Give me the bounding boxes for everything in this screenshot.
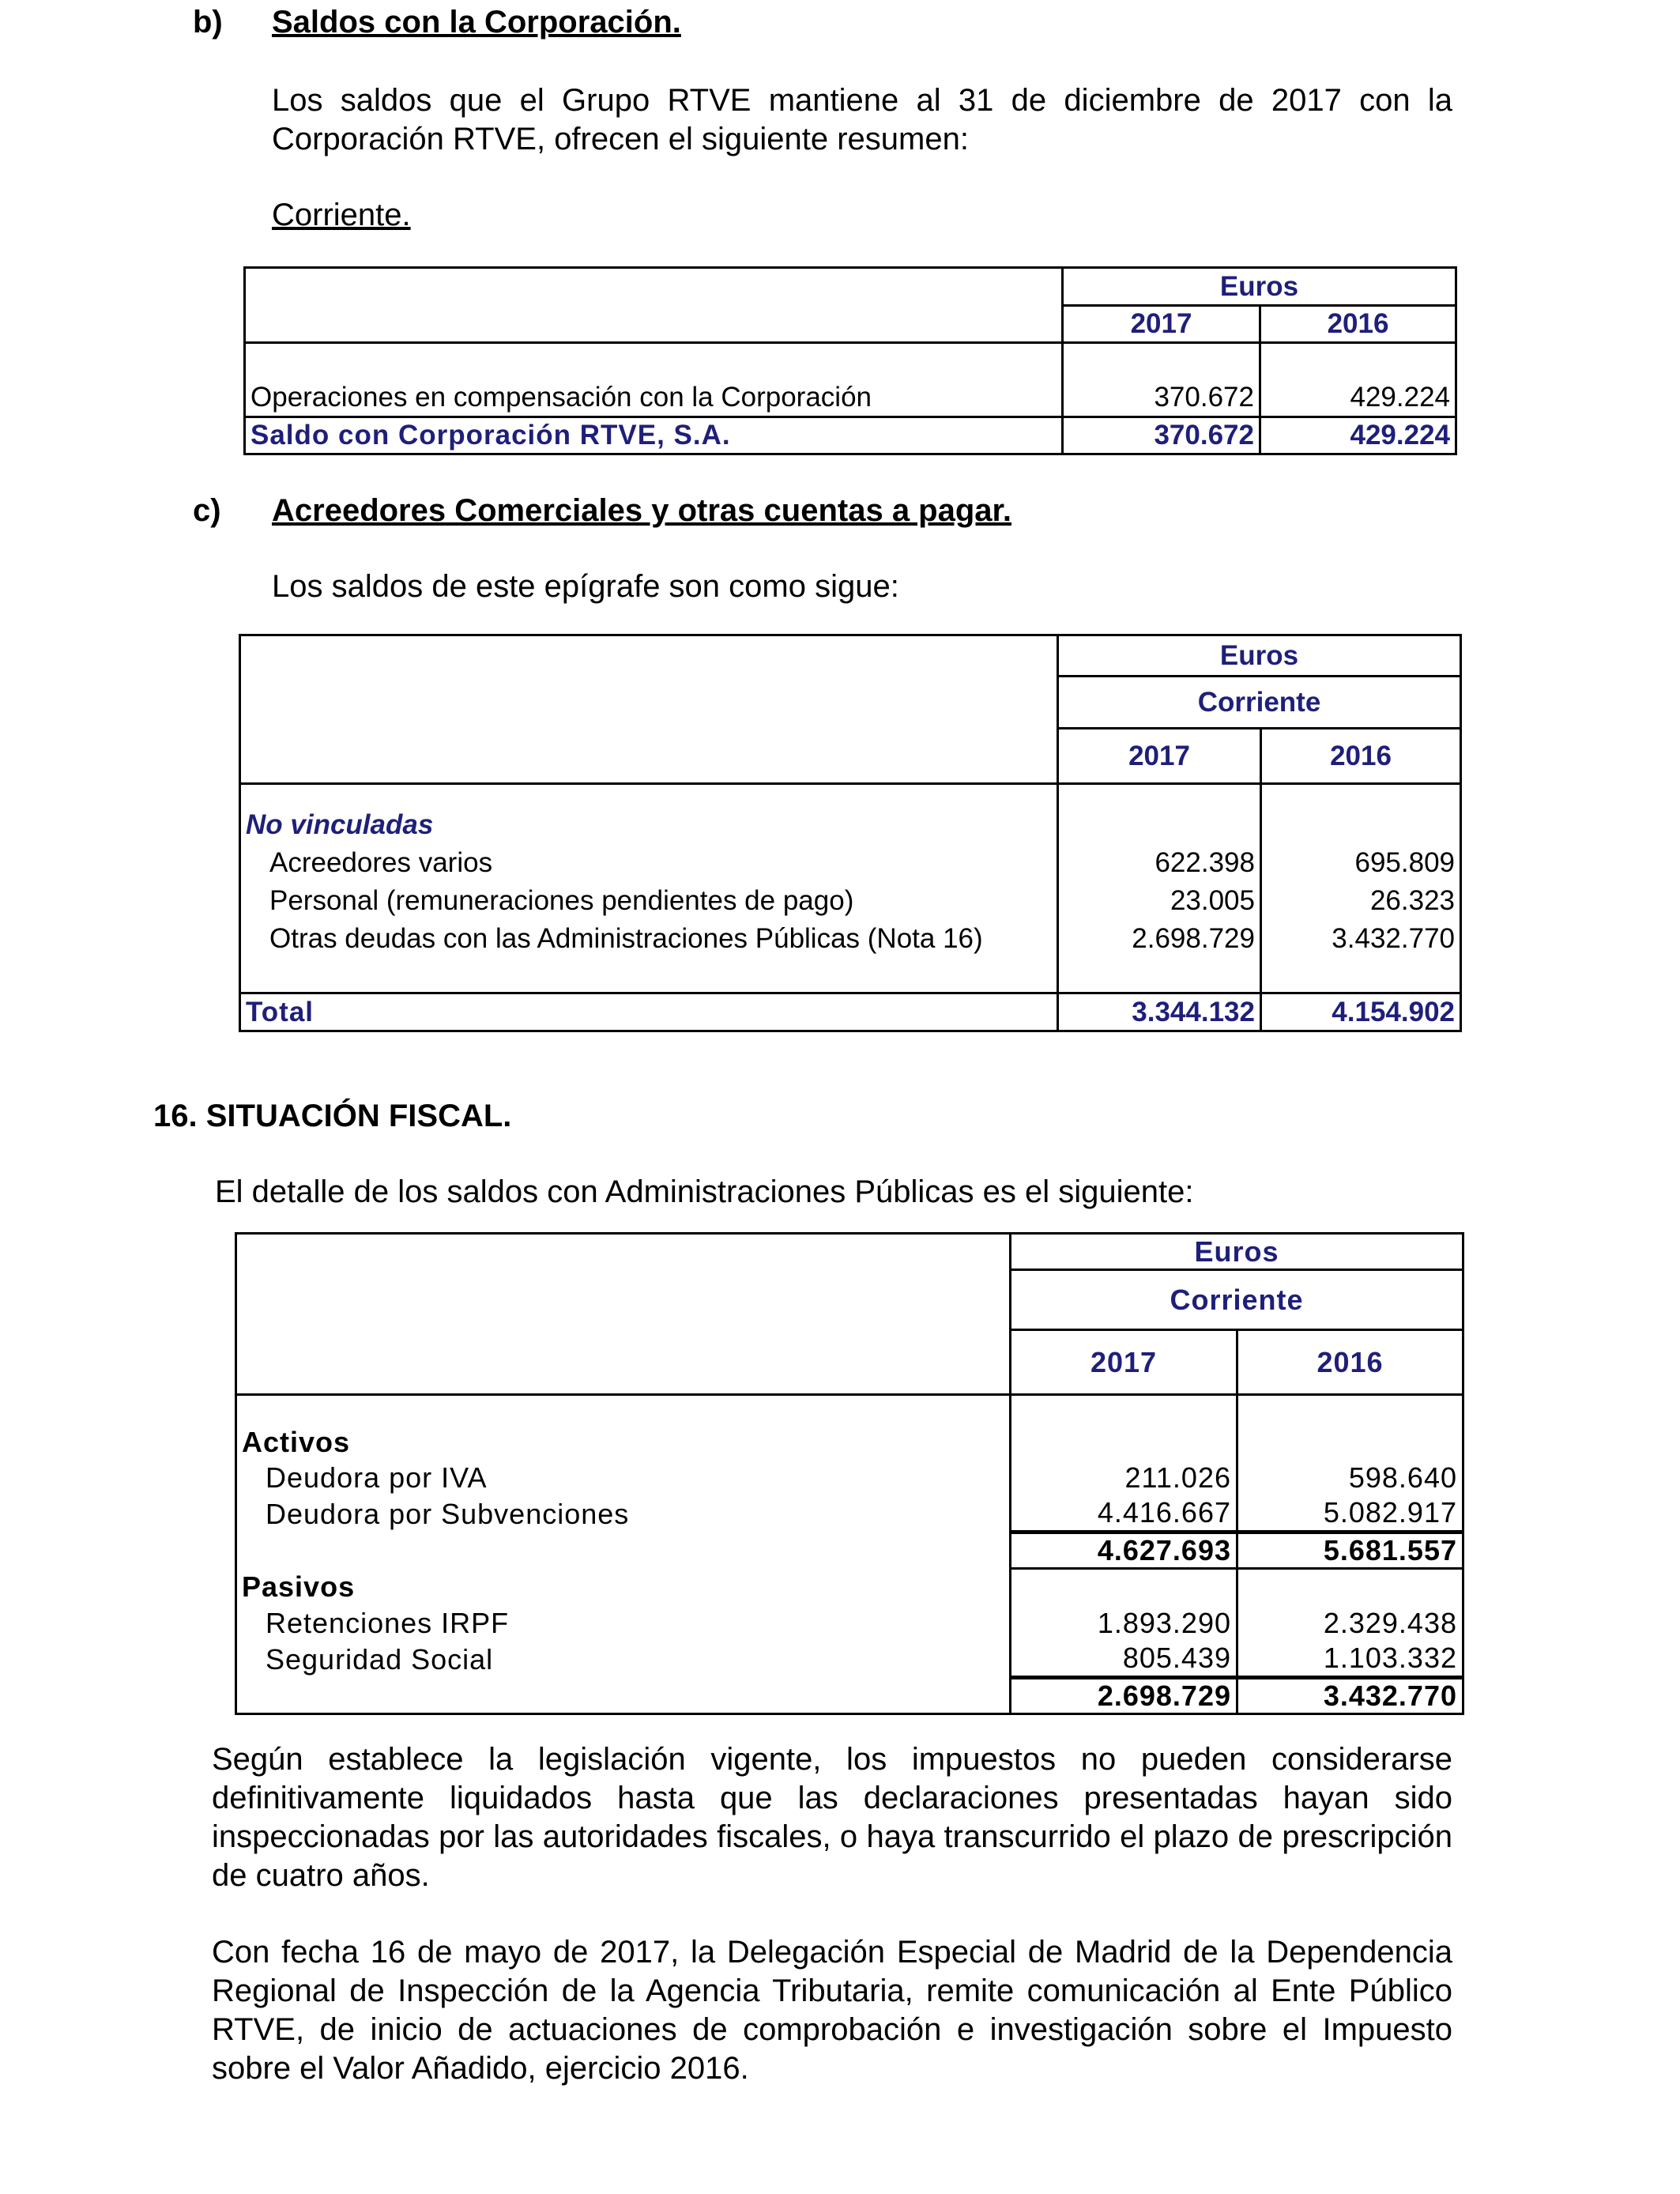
section-16-heading (153, 1099, 511, 1134)
total-value-2017: 3.344.132 (1058, 993, 1261, 1031)
row-value-2017: 370.672 (1063, 379, 1260, 417)
row-value-2017: 4.416.667 (1011, 1496, 1237, 1532)
section-c-label: c) (193, 493, 221, 528)
row-label: Operaciones en compensación con la Corporación (250, 381, 872, 413)
row-value-2016: 2.329.438 (1237, 1605, 1463, 1642)
row-value-2016: 695.809 (1261, 844, 1461, 882)
row-label: Seguridad Social (266, 1642, 494, 1676)
activos-subtotal-2016: 5.681.557 (1237, 1532, 1463, 1569)
col-2017-header: 2017 (1063, 306, 1260, 343)
total-row (240, 993, 1461, 1031)
spacer-cell (1011, 1569, 1237, 1605)
row-value-2016: 429.224 (1260, 379, 1456, 417)
spacer-cell (236, 1678, 1011, 1714)
total-label: Saldo con Corporación RTVE, S.A. (250, 420, 731, 450)
table-row (240, 844, 1461, 882)
row-value-2017: 1.893.290 (1011, 1605, 1237, 1642)
row-value-2017: 2.698.729 (1058, 920, 1261, 958)
acreedores-table (239, 634, 1462, 1032)
subtotal-row (236, 1678, 1463, 1714)
total-value-2016: 4.154.902 (1261, 993, 1461, 1031)
row-label: Personal (remuneraciones pendientes de pago) (269, 884, 854, 916)
section-b-label: b) (193, 5, 223, 40)
table-row (240, 920, 1461, 958)
spacer-cell (1011, 1395, 1237, 1425)
row-value-2016: 5.082.917 (1237, 1496, 1463, 1532)
col-2016-header: 2016 (1237, 1330, 1463, 1395)
corriente-header: Corriente (1058, 677, 1461, 729)
section-16-title: SITUACIÓN FISCAL. (205, 1099, 512, 1133)
table-row (236, 1642, 1463, 1678)
fiscal-paragraph-1: Según establece la legislación vigente, los impuestos no pueden considerarse definitivamente liquidados hasta que las declaraciones presentadas hayan sido inspeccionadas por las autoridades fiscales, o haya transcurrido el plazo de prescripción de cuatro años. (212, 1742, 1452, 1893)
total-label: Total (246, 996, 315, 1027)
euros-header: Euros (1063, 268, 1456, 306)
administraciones-table (235, 1232, 1464, 1715)
pasivos-subtotal-2016: 3.432.770 (1237, 1678, 1463, 1714)
total-value-2016: 429.224 (1260, 417, 1456, 454)
table-row (245, 379, 1456, 417)
spacer-cell (1237, 1395, 1463, 1425)
spacer-cell (1058, 958, 1261, 993)
row-value-2017: 211.026 (1011, 1460, 1237, 1496)
table-corner (240, 635, 1058, 784)
row-value-2016: 1.103.332 (1237, 1642, 1463, 1678)
row-label: Retenciones IRPF (266, 1606, 510, 1639)
spacer-cell (1261, 958, 1461, 993)
spacer-cell (1058, 784, 1261, 806)
row-value-2016: 3.432.770 (1261, 920, 1461, 958)
section-c-intro: Los saldos de este epígrafe son como sigue: (272, 569, 899, 604)
row-value-2017: 23.005 (1058, 882, 1261, 920)
spacer-cell (1261, 784, 1461, 806)
spacer-cell (236, 1395, 1011, 1425)
euros-header: Euros (1011, 1234, 1463, 1270)
spacer-cell (1260, 343, 1456, 379)
total-value-2017: 370.672 (1063, 417, 1260, 454)
spacer-cell (240, 958, 1058, 993)
row-value-2017: 805.439 (1011, 1642, 1237, 1678)
table-row (236, 1496, 1463, 1532)
section-b-title: Saldos con la Corporación. (272, 5, 681, 40)
spacer-cell (1261, 806, 1461, 844)
row-value-2016: 26.323 (1261, 882, 1461, 920)
subtotal-row (236, 1532, 1463, 1569)
table-row (240, 882, 1461, 920)
table-row (236, 1460, 1463, 1496)
col-2016-header: 2016 (1261, 729, 1461, 784)
col-2017-header: 2017 (1058, 729, 1261, 784)
row-label: Deudora por Subvenciones (266, 1497, 630, 1530)
total-row (245, 417, 1456, 454)
spacer-cell (1063, 343, 1260, 379)
row-label: Deudora por IVA (266, 1461, 488, 1494)
table-corner (245, 268, 1063, 343)
pasivos-label: Pasivos (242, 1570, 356, 1603)
no-vinculadas-label: No vinculadas (246, 809, 434, 840)
corriente-header: Corriente (1011, 1270, 1463, 1330)
section-16-intro: El detalle de los saldos con Administraciones Públicas es el siguiente: (215, 1174, 1194, 1209)
pasivos-subtotal-2017: 2.698.729 (1011, 1678, 1237, 1714)
spacer-cell (236, 1532, 1011, 1569)
corporacion-table (243, 266, 1457, 455)
spacer-cell (245, 343, 1063, 379)
spacer-cell (1058, 806, 1261, 844)
spacer-cell (240, 784, 1058, 806)
activos-label: Activos (242, 1425, 351, 1458)
section-16-number: 16. (153, 1099, 198, 1133)
table-corner (236, 1234, 1011, 1395)
spacer-cell (1237, 1569, 1463, 1605)
section-c-title: Acreedores Comerciales y otras cuentas a pagar. (272, 493, 1012, 528)
spacer-cell (1237, 1425, 1463, 1460)
row-label: Otras deudas con las Administraciones Públicas (Nota 16) (269, 922, 983, 954)
spacer-cell (1011, 1425, 1237, 1460)
section-b-heading (193, 5, 681, 40)
section-b-subtitle: Corriente. (272, 198, 411, 232)
euros-header: Euros (1058, 635, 1461, 677)
section-b-intro: Los saldos que el Grupo RTVE mantiene al 31 de diciembre de 2017 con la Corporación RTVE, ofrecen el siguiente resumen: (272, 83, 1452, 156)
row-value-2016: 598.640 (1237, 1460, 1463, 1496)
row-label: Acreedores varios (269, 846, 493, 878)
row-value-2017: 622.398 (1058, 844, 1261, 882)
table-row (236, 1605, 1463, 1642)
fiscal-paragraph-2: Con fecha 16 de mayo de 2017, la Delegación Especial de Madrid de la Dependencia Regional de Inspección de la Agencia Tributaria, remite comunicación al Ente Público RTVE, de inicio de actuaciones de comprobación e investigación sobre el Impuesto sobre el Valor Añadido, ejercicio 2016. (212, 1935, 1452, 2086)
col-2016-header: 2016 (1260, 306, 1456, 343)
section-c-heading (193, 493, 1011, 529)
activos-subtotal-2017: 4.627.693 (1011, 1532, 1237, 1569)
col-2017-header: 2017 (1011, 1330, 1237, 1395)
